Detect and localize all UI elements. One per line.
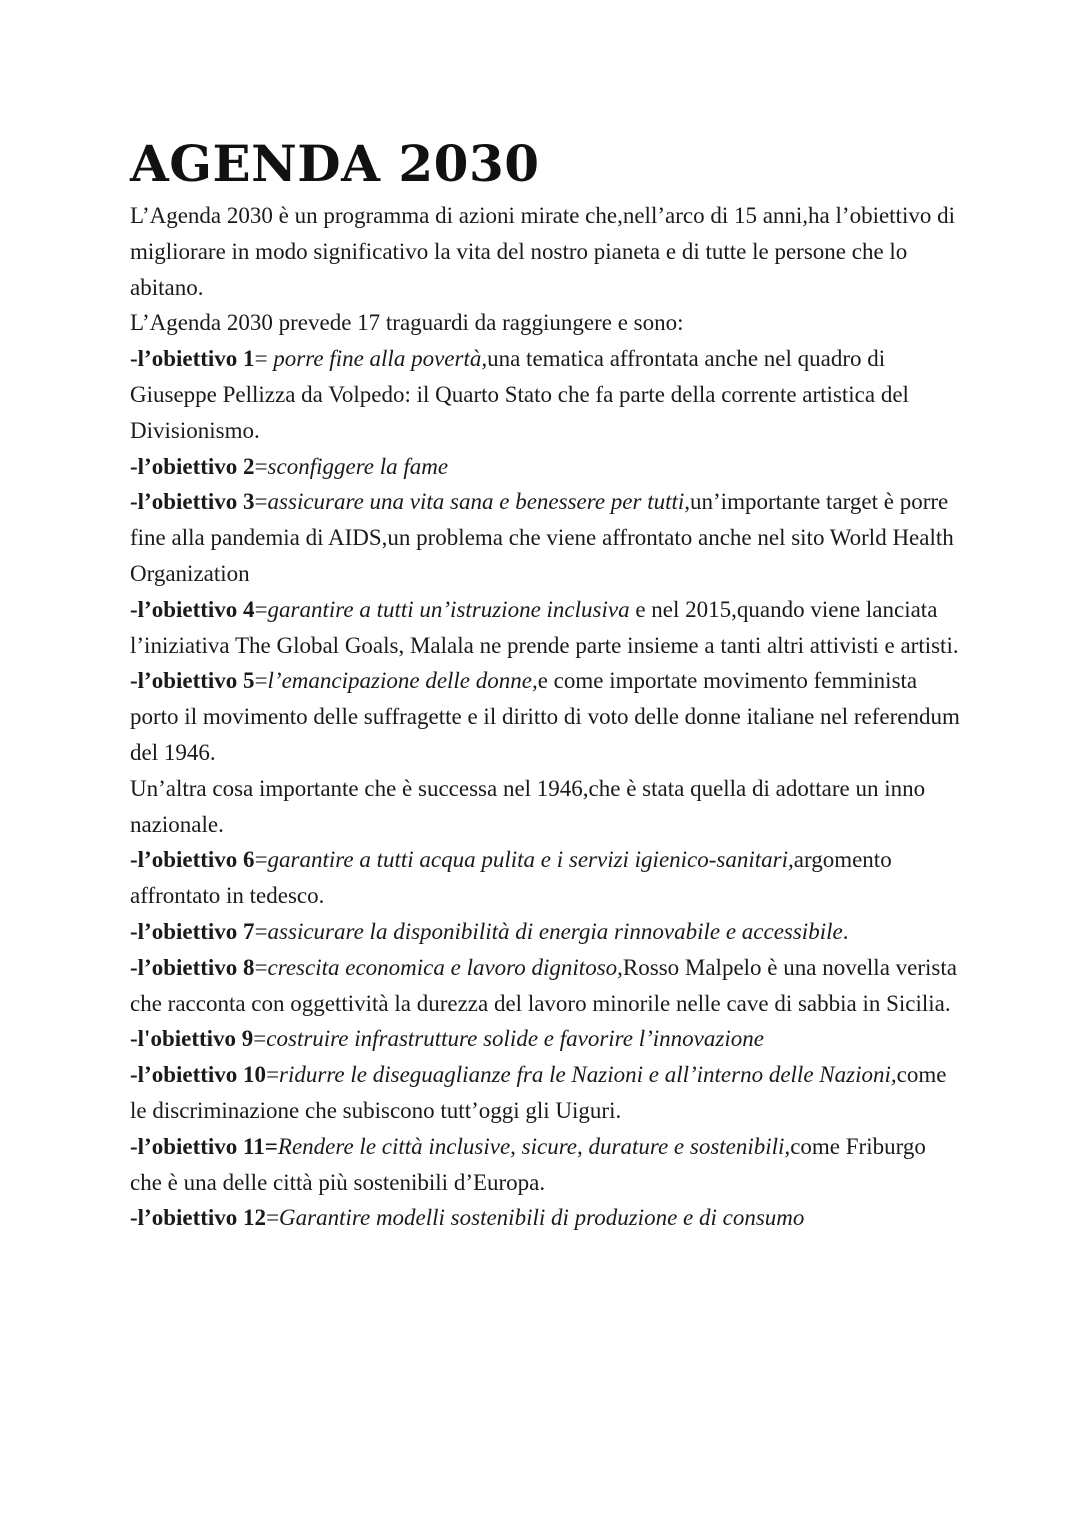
intro-paragraph: L’Agenda 2030 prevede 17 traguardi da raggiungere e sono:: [130, 310, 684, 336]
goal-label: -l’obiettivo 12: [130, 1205, 267, 1231]
goal-comment: come Friburgo che è una delle città più sostenibili d’Europa.: [130, 1133, 926, 1195]
goal-separator: =: [254, 596, 268, 622]
goal-comment: un’importante target è porre fine alla pandemia di AIDS,un problema che viene affrontato anche nel sito World Health Organization: [130, 489, 954, 586]
goal-comment: e nel 2015,quando viene lanciata l’iniziativa The Global Goals, Malala ne prende parte insieme a tanti altri attivisti e artisti.: [130, 596, 959, 658]
goal-label: -l’obiettivo 10: [130, 1062, 267, 1088]
goal-item: [130, 449, 960, 485]
goal-title: l’emancipazione delle donne,: [267, 668, 538, 694]
goal-item: [130, 1200, 960, 1236]
goal-item: [130, 341, 960, 448]
goal-comment: .: [842, 918, 849, 944]
goal-comment: una tematica affrontata anche nel quadro di Giuseppe Pellizza da Volpedo: il Quarto Stato che fa parte della corrente artistica del Divisionismo.: [130, 346, 909, 443]
goal-item: [130, 1129, 960, 1201]
goal-comment: e come importate movimento femminista porto il movimento delle suffragette e il diritto di voto delle donne italiane nel referendum del 1946.: [130, 668, 960, 765]
goal-item: [130, 592, 960, 664]
goal-item: [130, 842, 960, 914]
goal-title: assicurare la disponibilità di energia rinnovabile e accessibile: [267, 918, 843, 944]
goal-comment: come le discriminazione che subiscono tutt’oggi gli Uiguri.: [130, 1062, 947, 1123]
goal-label: -l’obiettivo 5: [130, 668, 255, 694]
goal-separator: =: [254, 453, 268, 479]
document-title: AGENDA 2030: [130, 134, 540, 193]
goal-separator: =: [254, 489, 268, 515]
goal-separator: =: [254, 346, 274, 372]
goal-title: Garantire modelli sostenibili di produzione e di consumo: [279, 1205, 805, 1231]
goal-separator: =: [254, 847, 268, 873]
goal-item: [130, 484, 960, 591]
goal-title: garantire a tutti acqua pulita e i servizi igienico-sanitari,: [267, 847, 794, 873]
goal-item: [130, 663, 960, 770]
goal-separator: =: [266, 1205, 280, 1231]
goal-separator: =: [254, 668, 268, 694]
goal-title: assicurare una vita sana e benessere per tutti,: [267, 489, 691, 515]
goal-separator: =: [254, 918, 268, 944]
goal-comment: Rosso Malpelo è una novella verista che racconta con oggettività la durezza del lavoro minorile nelle cave di sabbia in Sicilia.: [130, 954, 957, 1016]
goal-item: [130, 914, 960, 950]
goal-label: -l’obiettivo 1: [130, 346, 255, 372]
goal-separator: =: [254, 954, 268, 980]
goal-title: costruire infrastrutture solide e favorire l’innovazione: [266, 1026, 764, 1052]
document-body: [130, 198, 960, 1236]
goal-label: -l’obiettivo 2: [130, 453, 255, 479]
goal-label: -l’obiettivo 11=: [130, 1133, 278, 1159]
goal-label: -l'obiettivo 9: [130, 1026, 254, 1052]
intro-paragraph: L’Agenda 2030 è un programma di azioni mirate che,nell’arco di 15 anni,ha l’obiettivo di migliorare in modo significativo la vita del nostro pianeta e di tutte le persone che lo abitano.: [130, 203, 955, 300]
goal-title: ridurre le diseguaglianze fra le Nazioni e all’interno delle Nazioni,: [279, 1062, 897, 1088]
goal-title: Rendere le città inclusive, sicure, durature e sostenibili,: [277, 1133, 791, 1159]
goal-label: -l’obiettivo 8: [130, 954, 255, 980]
goal-label: -l’obiettivo 7: [130, 918, 255, 944]
goal-title: sconfiggere la fame: [267, 453, 449, 479]
goal-label: -l’obiettivo 3: [130, 489, 255, 515]
goal-separator: =: [266, 1062, 280, 1088]
goal-label: -l’obiettivo 4: [130, 596, 255, 622]
goal-title: garantire a tutti un’istruzione inclusiva: [267, 596, 630, 622]
goal-label: -l’obiettivo 6: [130, 847, 255, 873]
goal-comment: argomento affrontato in tedesco.: [130, 847, 892, 909]
goal-title: porre fine alla povertà,: [273, 346, 488, 372]
middle-paragraph: Un’altra cosa importante che è successa nel 1946,che è stata quella di adottare un inno nazionale.: [130, 775, 926, 837]
goal-title: crescita economica e lavoro dignitoso,: [267, 954, 623, 980]
goal-separator: =: [253, 1026, 267, 1052]
goal-item: [130, 1057, 960, 1129]
goal-item: [130, 1021, 960, 1057]
document-page: [130, 132, 960, 1236]
goal-item: [130, 950, 960, 1022]
